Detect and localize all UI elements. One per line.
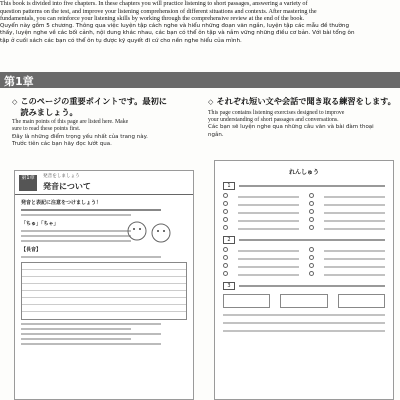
answer-box [338,294,385,308]
chapter-title: 第1章 [4,75,34,88]
intro-en-line: question patterns on the test, and improve your listening comprehension of different situations and contexts. After mastering the [0,7,317,15]
sample-page-lesson [14,170,194,400]
answer-row [223,255,385,260]
question-number: 3 [223,282,235,290]
table-row [22,284,186,291]
question-number: 2 [223,236,235,244]
question-header [223,182,385,190]
circle-marker-icon [223,225,228,230]
right-body: This page contains listening exercises designed to improve your understanding of short passages and conversations. Các bạn sẽ luyện nghe qua những câu văn và bài đàm thoại ngắn. [208,109,374,138]
lesson-number-box: 第1章 [19,175,37,191]
lesson-section-heading: 「ちゅ」「ちゃ」 [21,221,59,227]
question-number: 1 [223,182,235,190]
intro-vi-line: Quyển này gồm 5 chương. Thông qua việc luyện tập cách nghe và hiểu những đoạn văn ngắn, luyện tập các mẫu đề thường [0,22,350,29]
circle-marker-icon [309,263,314,268]
text-line [21,235,131,237]
answer-box [223,294,270,308]
table-row [22,298,186,305]
intro-vi-line: thấy, luyện nghe về các bối cảnh, nội dung khác nhau, các bạn có thể ôn tập và nắm vững những điều cơ bản. Với bài tổng ôn [0,30,355,37]
answer-row [223,201,385,206]
circle-marker-icon [309,247,314,252]
circle-marker-icon [223,217,228,222]
intro-vi-line: tập ở cuối sách các bạn có thể ôn tụ được kỹ quyết đi cứ cho nền nghe hiểu của mình. [0,37,242,44]
circle-marker-icon [309,201,314,206]
answer-row [223,217,385,222]
answer-row [223,225,385,230]
answer-box [280,294,327,308]
left-column [12,96,200,149]
text-line [21,328,131,330]
text-line [21,333,161,335]
intro-en-line: This book is divided into five chapters. In these chapters you will practice listening to short passages, answering a variety of [0,0,308,7]
intro-en-line: fundamentals, you can reinforce your listening skills by working through the comprehensive review at the end of the book. [0,15,305,23]
lesson-table [21,262,187,320]
right-column [208,96,396,139]
text-line [21,214,131,216]
question-header [223,282,385,290]
text-line [21,323,161,325]
circle-marker-icon [223,255,228,260]
circle-marker-icon [223,201,228,206]
circle-marker-icon [223,193,228,198]
question-header [223,236,385,244]
left-body: The main points of this page are listed here. Make sure to read these points first. Đây là những điểm trọng yếu nhất của trang này. Trước tiên các bạn hãy đọc lướt qua. [12,119,148,148]
answer-row [223,271,385,276]
answer-row [223,193,385,198]
lesson-subtitle: 発音をしましょう [43,174,80,179]
table-row [22,305,186,312]
circle-marker-icon [309,209,314,214]
answer-row [223,319,385,324]
right-heading: ◇ それぞれ短い文や会話で聞き取る練習をします。 [208,96,396,106]
answer-row [223,209,385,214]
chapter-bar [0,72,400,88]
text-line [239,185,385,187]
circle-marker-icon [309,225,314,230]
text-line [21,256,161,258]
table-row [22,277,186,284]
answer-boxes [223,294,385,308]
circle-marker-icon [309,193,314,198]
text-line [21,209,161,211]
text-line [21,343,161,345]
sample-page-practice [214,160,394,400]
character-illustration [125,219,175,253]
answer-row [223,247,385,252]
left-heading-text: このページの重要ポイントです。最初に 読みましょう。 [20,96,167,117]
lesson-section-heading: 【長音】 [21,247,42,253]
text-line [21,230,131,232]
circle-marker-icon [223,271,228,276]
text-line [239,239,385,241]
diamond-icon: ◇ [208,98,214,106]
circle-marker-icon [223,247,228,252]
answer-row [223,311,385,316]
circle-marker-icon [309,255,314,260]
left-heading [12,96,200,117]
table-row [22,291,186,298]
text-line [21,240,131,242]
circle-marker-icon [309,217,314,222]
circle-marker-icon [309,271,314,276]
circle-marker-icon [223,209,228,214]
answer-row [223,327,385,332]
lesson-section-heading: 発音と表記に注意をつけましょう！ [21,200,102,206]
table-row [22,270,186,277]
circle-marker-icon [223,263,228,268]
table-row [22,263,186,270]
intro-block [0,0,400,46]
answer-row [223,263,385,268]
practice-title: れんしゅう [288,169,319,176]
table-row [22,312,186,319]
lesson-header [15,171,193,195]
text-line [239,285,385,287]
text-line [21,338,131,340]
diamond-icon: ◇ [12,98,18,106]
lesson-title: 発音について [43,182,91,191]
